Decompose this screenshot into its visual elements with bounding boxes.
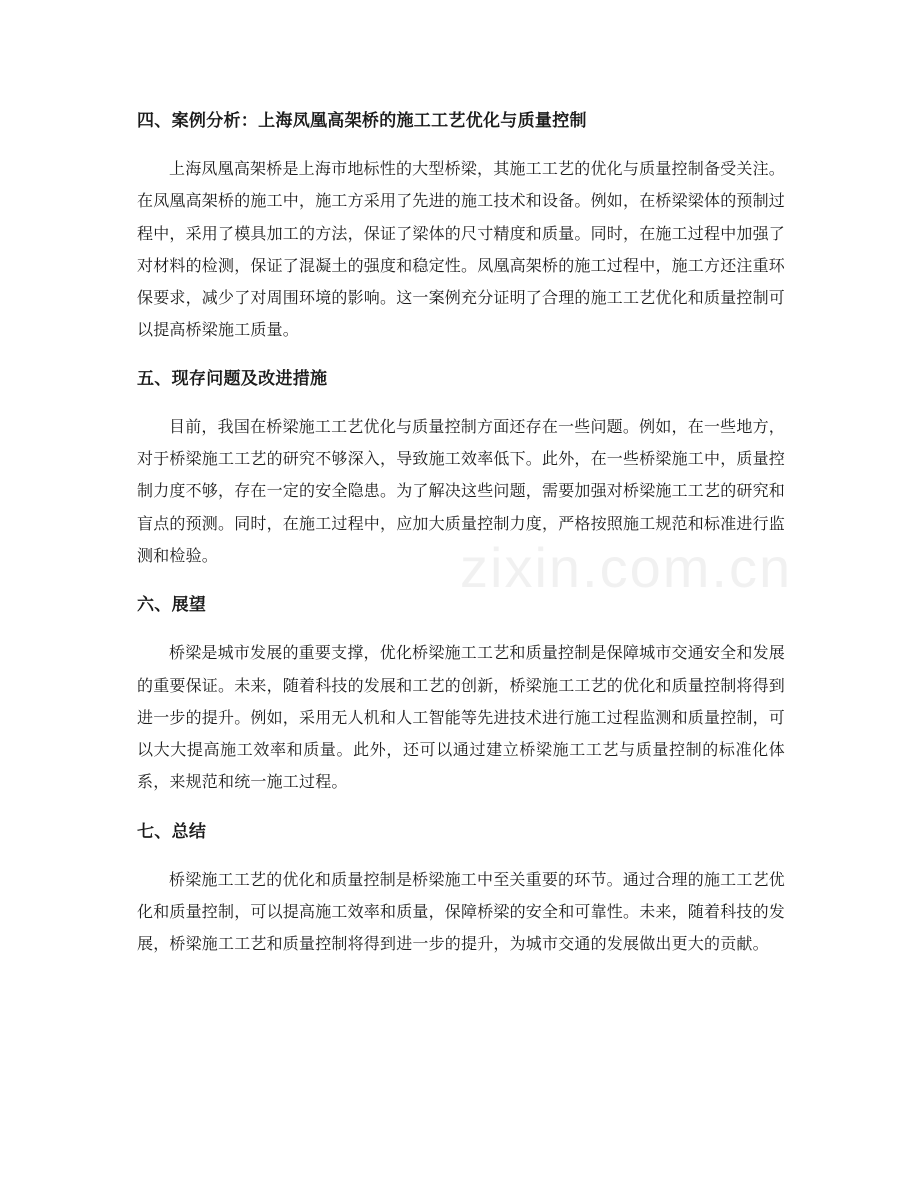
section-heading: 七、总结 (137, 821, 207, 842)
section-case-analysis (137, 103, 785, 347)
section-summary (137, 814, 785, 961)
section-paragraph: 桥梁是城市发展的重要支撑，优化桥梁施工工艺和质量控制是保障城市交通安全和发展的重要保证。未来，随着科技的发展和工艺的创新，桥梁施工工艺的优化和质量控制将得到进一步的提升。例如，采用无人机和人工智能等先进技术进行施工过程监测和质量控制，可以大大提高施工效率和质量。此外，还可以通过建立桥梁施工工艺与质量控制的标准化体系，来规范和统一施工过程。 (137, 643, 786, 792)
watermark: zixin.com.cn (460, 536, 793, 599)
section-problems-improvements (137, 361, 785, 572)
section-heading: 六、展望 (137, 595, 207, 616)
section-heading: 四、案例分析：上海凤凰高架桥的施工工艺优化与质量控制 (137, 111, 587, 131)
section-outlook (137, 587, 785, 798)
section-heading: 五、现存问题及改进措施 (137, 368, 328, 389)
document-body (137, 103, 785, 961)
section-paragraph: 目前，我国在桥梁施工工艺优化与质量控制方面还存在一些问题。例如，在一些地方，对于桥梁施工工艺的研究不够深入，导致施工效率低下。此外，在一些桥梁施工中，质量控制力度不够，存在一定的安全隐患。为了解决这些问题，需要加强对桥梁施工工艺的研究和盲点的预测。同时，在施工过程中，应加大质量控制力度，严格按照施工规范和标准进行监测和检验。 (137, 416, 786, 565)
section-paragraph: 桥梁施工工艺的优化和质量控制是桥梁施工中至关重要的环节。通过合理的施工工艺优化和质量控制，可以提高施工效率和质量，保障桥梁的安全和可靠性。未来，随着科技的发展，桥梁施工工艺和质量控制将得到进一步的提升，为城市交通的发展做出更大的贡献。 (137, 869, 786, 954)
section-paragraph: 上海凤凰高架桥是上海市地标性的大型桥梁，其施工工艺的优化与质量控制备受关注。在凤凰高架桥的施工中，施工方采用了先进的施工技术和设备。例如，在桥梁梁体的预制过程中，采用了模具加工的方法，保证了梁体的尺寸精度和质量。同时，在施工过程中加强了对材料的检测，保证了混凝土的强度和稳定性。凤凰高架桥的施工过程中，施工方还注重环保要求，减少了对周围环境的影响。这一案例充分证明了合理的施工工艺优化和质量控制可以提高桥梁施工质量。 (137, 159, 786, 340)
